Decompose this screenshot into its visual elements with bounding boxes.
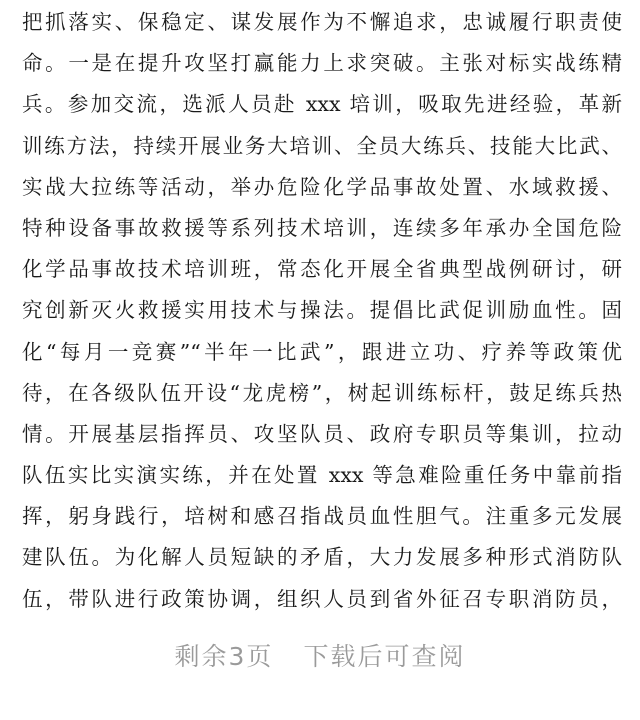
download-prompt-button[interactable] bbox=[175, 632, 466, 682]
body-line-7: 化学品事故技术培训班，常态化开展全省典型战例研讨，研 bbox=[22, 257, 622, 282]
download-hint-label: 下载后可查阅 bbox=[303, 642, 466, 671]
body-line-2: 命。一是在提升攻坚打赢能力上求突破。主张对标实战练精 bbox=[22, 51, 622, 76]
remaining-pages-label: 剩余3页 bbox=[174, 642, 274, 671]
body-line-9: 化“每月一竞赛”“半年一比武”，跟进立功、疗养等政策优 bbox=[22, 339, 622, 364]
body-line-14: 建队伍。为化解人员短缺的矛盾，大力发展多种形式消防队 bbox=[22, 545, 622, 570]
document-body bbox=[22, 2, 622, 620]
body-line-6: 特种设备事故救援等系列技术培训，连续多年承办全国危险 bbox=[22, 215, 622, 240]
body-line-11: 情。开展基层指挥员、攻坚队员、政府专职员等集训，拉动 bbox=[22, 421, 622, 446]
body-line-8: 究创新灭火救援实用技术与操法。提倡比武促训励血性。固 bbox=[22, 298, 622, 323]
body-line-5: 实战大拉练等活动，举办危险化学品事故处置、水域救援、 bbox=[22, 174, 622, 199]
body-line-12: 队伍实比实演实练，并在处置 xxx 等急难险重任务中靠前指 bbox=[22, 463, 622, 488]
body-line-1: 把抓落实、保稳定、谋发展作为不懈追求，忠诚履行职责使 bbox=[22, 10, 622, 34]
body-line-13: 挥，躬身践行，培树和感召指战员血性胆气。注重多元发展 bbox=[22, 504, 622, 529]
body-line-3: 兵。参加交流，选派人员赴 xxx 培训，吸取先进经验，革新 bbox=[22, 92, 622, 117]
download-footer bbox=[0, 632, 640, 682]
body-line-4: 训练方法，持续开展业务大培训、全员大练兵、技能大比武、 bbox=[22, 133, 622, 158]
body-line-15: 伍，带队进行政策协调，组织人员到省外征召专职消防员， bbox=[22, 586, 622, 611]
body-line-10: 待，在各级队伍开设“龙虎榜”，树起训练标杆，鼓足练兵热 bbox=[22, 380, 622, 405]
